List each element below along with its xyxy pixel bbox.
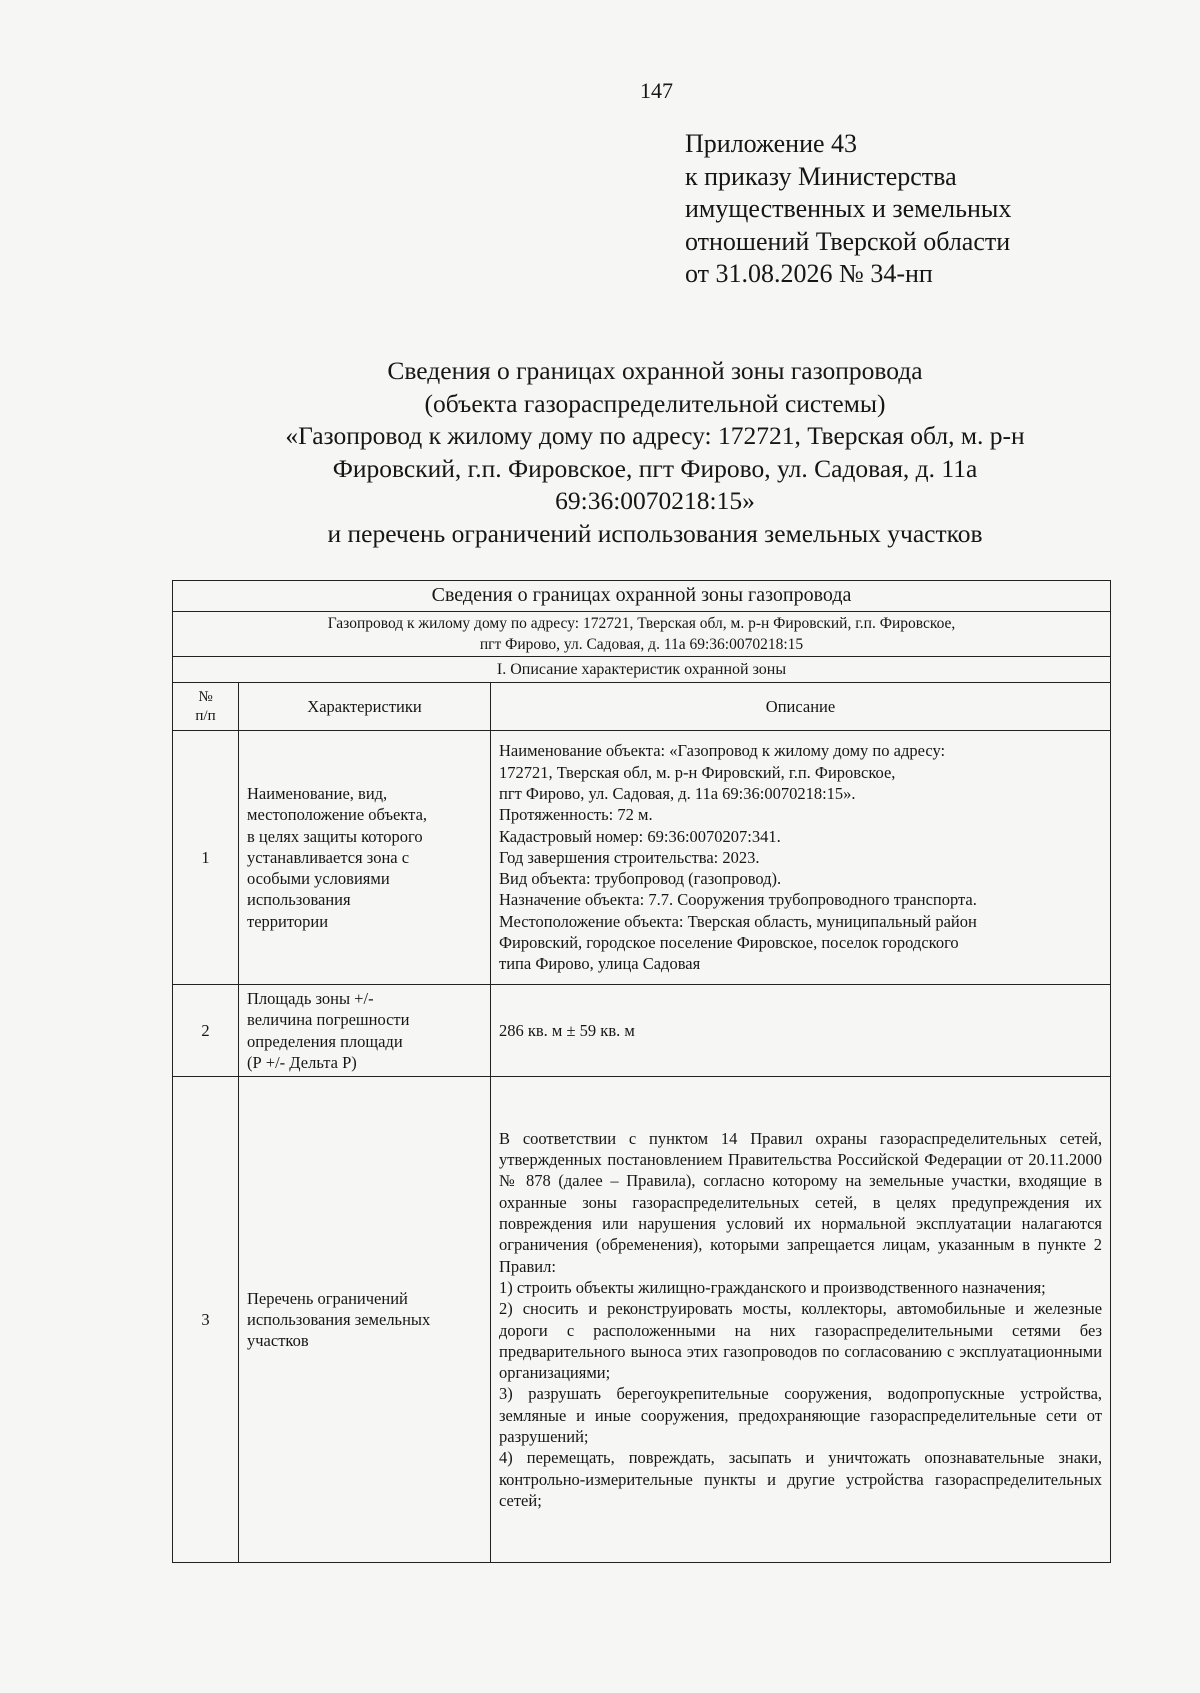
row-characteristic bbox=[239, 731, 491, 985]
characteristic-line: (Р +/- Дельта Р) bbox=[247, 1052, 357, 1072]
table-main-header: Сведения о границах охранной зоны газопровода bbox=[173, 581, 1111, 612]
row-number: 1 bbox=[173, 731, 239, 985]
description-line: 172721, Тверская обл, м. р-н Фировский, г.п. Фировское, bbox=[499, 762, 896, 782]
description-paragraph: В соответствии с пунктом 14 Правил охраны газораспределительных сетей, утвержденных постановлением Правительства Российской Федерации от 20.11.2000 № 878 (далее – Правила), согласно которому на земельные участки, входящие в охранные зоны газораспределительных сетей, в целях предупреждения их повреждения или нарушения условий их нормальной эксплуатации налагаются ограничения (обременения), которыми запрещается лицам, указанным в пункте 2 Правил: bbox=[499, 1128, 1103, 1276]
row-characteristic bbox=[239, 985, 491, 1077]
description-line: Назначение объекта: 7.7. Сооружения трубопроводного транспорта. bbox=[499, 890, 977, 910]
row-number: 2 bbox=[173, 985, 239, 1077]
description-paragraph: 1) строить объекты жилищно-гражданского и производственного назначения; bbox=[499, 1277, 1046, 1297]
column-header-characteristics: Характеристики bbox=[239, 683, 491, 731]
column-header-num-line: № bbox=[198, 688, 213, 705]
appendix-block bbox=[685, 128, 1011, 291]
characteristic-line: устанавливается зона с bbox=[247, 847, 410, 867]
characteristic-line: Площадь зоны +/- bbox=[247, 988, 374, 1008]
table-row bbox=[173, 985, 1111, 1077]
object-header-line: Газопровод к жилому дому по адресу: 172721, Тверская обл, м. р-н Фировский, г.п. Фировское, bbox=[327, 615, 956, 632]
title-line: (объекта газораспределительной системы) bbox=[424, 388, 886, 418]
title-line: и перечень ограничений использования земельных участков bbox=[327, 518, 983, 548]
characteristic-line: Наименование, вид, bbox=[247, 783, 388, 803]
row-number: 3 bbox=[173, 1077, 239, 1563]
characteristic-line: использования bbox=[247, 890, 351, 910]
row-characteristic bbox=[239, 1077, 491, 1563]
appendix-line: имущественных и земельных bbox=[685, 194, 1012, 223]
description-line: Протяженность: 72 м. bbox=[499, 805, 653, 825]
characteristic-line: величина погрешности bbox=[247, 1010, 410, 1030]
description-line: Год завершения строительства: 2023. bbox=[499, 847, 760, 867]
column-header-row bbox=[173, 683, 1111, 731]
characteristic-line: особыми условиями bbox=[247, 869, 390, 889]
appendix-line: к приказу Министерства bbox=[685, 161, 957, 191]
title-line: 69:36:0070218:15» bbox=[555, 486, 755, 515]
description-line: Местоположение объекта: Тверская область, муниципальный район bbox=[499, 911, 977, 931]
characteristic-line: территории bbox=[247, 911, 329, 931]
description-paragraph: 3) разрушать берегоукрепительные сооружения, водопропускные устройства, земляные и иные сооружения, предохраняющие газораспределительные сети от разрушений; bbox=[499, 1384, 1103, 1446]
column-header-num-line: п/п bbox=[195, 707, 216, 724]
description-line: Фировский, городское поселение Фировское, поселок городского bbox=[499, 933, 959, 953]
zone-table bbox=[172, 580, 1111, 1563]
title-line: Фировский, г.п. Фировское, пгт Фирово, ул. Садовая, д. 11а bbox=[332, 453, 978, 483]
characteristic-line: местоположение объекта, bbox=[247, 805, 428, 825]
table-row bbox=[173, 731, 1111, 985]
object-header-line: пгт Фирово, ул. Садовая, д. 11а 69:36:0070218:15 bbox=[479, 636, 804, 653]
row-description bbox=[491, 1077, 1111, 1563]
description-paragraph: 4) перемещать, повреждать, засыпать и уничтожать опознавательные знаки, контрольно-измерительные пункты и другие устройства газораспределительных сетей; bbox=[499, 1448, 1103, 1510]
description-line: пгт Фирово, ул. Садовая, д. 11а 69:36:0070218:15». bbox=[499, 783, 856, 803]
title-line: Сведения о границах охранной зоны газопровода bbox=[387, 356, 923, 385]
description-line: 286 кв. м ± 59 кв. м bbox=[499, 1020, 635, 1040]
appendix-line: от 31.08.2026 № 34-нп bbox=[685, 259, 933, 288]
row-description bbox=[491, 985, 1111, 1077]
table-row bbox=[173, 1077, 1111, 1563]
section-title: I. Описание характеристик охранной зоны bbox=[173, 657, 1111, 683]
row-description bbox=[491, 731, 1111, 985]
characteristic-line: Перечень ограничений bbox=[247, 1288, 408, 1308]
appendix-line: отношений Тверской области bbox=[685, 226, 1011, 256]
title-line: «Газопровод к жилому дому по адресу: 172721, Тверская обл, м. р-н bbox=[285, 421, 1025, 450]
description-line: Наименование объекта: «Газопровод к жилому дому по адресу: bbox=[499, 741, 946, 761]
description-line: Кадастровый номер: 69:36:0070207:341. bbox=[499, 826, 781, 846]
appendix-line: Приложение 43 bbox=[685, 129, 858, 158]
table-object-header bbox=[173, 612, 1111, 657]
column-header-description: Описание bbox=[491, 683, 1111, 731]
description-line: Вид объекта: трубопровод (газопровод). bbox=[499, 869, 782, 889]
description-line: типа Фирово, улица Садовая bbox=[499, 954, 701, 974]
characteristic-line: участков bbox=[247, 1331, 309, 1351]
page-number: 147 bbox=[640, 78, 673, 103]
characteristic-line: определения площади bbox=[247, 1031, 403, 1051]
column-header-num bbox=[173, 683, 239, 731]
description-paragraph: 2) сносить и реконструировать мосты, коллекторы, автомобильные и железные дороги с расположенными на них газораспределительными сетями без предварительного выноса этих газопроводов по согласованию с эксплуатационными организациями; bbox=[499, 1299, 1103, 1383]
characteristic-line: в целях защиты которого bbox=[247, 826, 423, 846]
characteristic-line: использования земельных bbox=[247, 1309, 431, 1329]
document-title bbox=[180, 355, 1130, 550]
